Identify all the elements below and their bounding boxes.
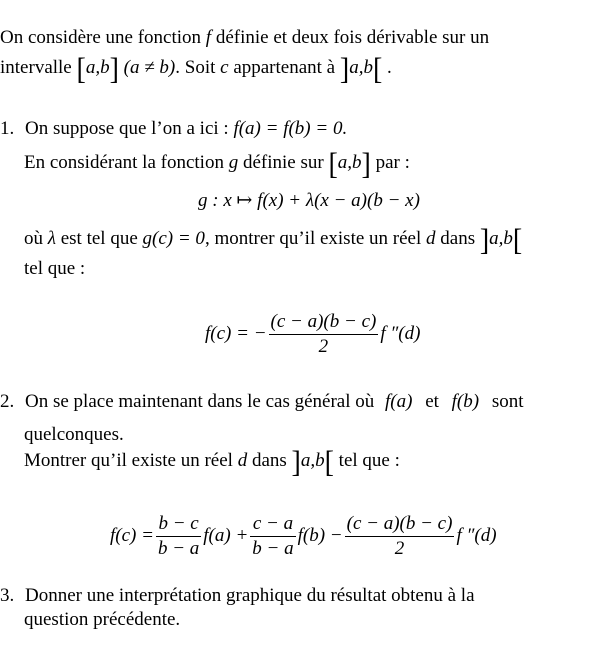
q1-formula-den: 2 [269, 334, 379, 359]
q2-frac2-den: b − a [252, 538, 294, 559]
q2-text-b: quelconques. [24, 424, 124, 445]
q3-text-2: question précédente. [24, 609, 181, 630]
q1-lambda: λ [47, 228, 56, 249]
q1-line-3: où λ est tel que g(c) = 0, montrer qu’il existe un réel d dans ]a,b[ [24, 223, 523, 258]
q1-interval-open: a,b [489, 228, 513, 249]
q1-line-2: En considérant la fonction g définie sur [a,b] par : [24, 147, 410, 182]
q1-text-b: En considérant la fonction [24, 152, 224, 173]
q1-text-g: , montrer qu’il existe un réel [204, 228, 422, 249]
q3-line-1 [0, 585, 475, 607]
q1-number: 1. [0, 118, 15, 139]
q1-text-d: par : [375, 152, 410, 173]
q1-gc: g(c) = 0 [142, 228, 205, 249]
intro-interval-closed: a,b [85, 57, 110, 78]
q1-text-f: est tel que [60, 228, 138, 249]
intro-f: f [205, 27, 212, 48]
q1-formula-fraction [269, 310, 379, 359]
q2-interval-open: a,b [300, 450, 325, 471]
intro-condition: (a ≠ b) [123, 57, 176, 78]
q1-formula-lhs: f(c) = − [205, 322, 267, 344]
q2-formula [110, 512, 497, 561]
q2-text-d: dans [251, 450, 287, 471]
q1-interval: a,b [337, 152, 362, 173]
q1-line-4 [24, 258, 85, 280]
q2-frac1 [156, 512, 201, 561]
q2-fb: f(b) [451, 391, 480, 412]
q3-text-1: Donner une interprétation graphique du résultat obtenu à la [25, 585, 475, 606]
q2-term1: f(a) + [203, 524, 249, 546]
q1-text-h: dans [440, 228, 476, 249]
q1-def-g [198, 190, 420, 212]
q2-d: d [237, 450, 248, 471]
q2-frac1-den: b − a [157, 538, 200, 559]
q3-line-2 [24, 609, 180, 631]
q2-fa: f(a) [385, 391, 413, 412]
intro-text-d: . Soit [175, 57, 216, 78]
intro-c: c [220, 57, 229, 78]
intro-period: . [387, 57, 392, 78]
q2-frac3 [345, 512, 455, 561]
q1-formula-num: (c − a)(b − c) [270, 311, 377, 332]
intro-line-2: intervalle [a,b] (a ≠ b). Soit c appartenant à ]a,b[ . [0, 52, 392, 87]
q1-text-c: définie sur [242, 152, 324, 173]
q2-sont: sont [491, 391, 524, 412]
intro-text-b: définie et deux fois dérivable sur un [215, 27, 490, 48]
q2-et: et [425, 391, 439, 412]
q1-g: g [228, 152, 239, 173]
q2-term3: f ″(d) [456, 524, 497, 546]
q1-formula-rhs: f ″(d) [380, 322, 421, 344]
q2-frac3-den: 2 [345, 536, 455, 561]
q2-number: 2. [0, 391, 15, 412]
q2-frac2 [250, 512, 295, 561]
q1-text-e: où [24, 228, 43, 249]
q1-formula [205, 310, 420, 359]
q2-frac1-num: b − c [158, 513, 199, 534]
q1-text-a: On suppose que l’on a ici : [25, 118, 229, 139]
q2-line-3: Montrer qu’il existe un réel d dans ]a,b[ tel que : [24, 445, 400, 480]
q2-text-e: tel que : [338, 450, 400, 471]
intro-interval-open: a,b [349, 57, 373, 78]
q2-line-2 [24, 424, 124, 446]
q2-formula-lhs: f(c) = [110, 524, 154, 546]
q1-hypothesis: f(a) = f(b) = 0. [233, 118, 348, 139]
intro-text-a: On considère une fonction [0, 27, 202, 48]
q1-text-i: tel que : [24, 258, 86, 279]
q2-text-c: Montrer qu’il existe un réel [24, 450, 233, 471]
q2-frac2-num: c − a [252, 513, 294, 534]
q1-line-1 [0, 118, 347, 140]
intro-line-1 [0, 27, 489, 49]
intro-text-c: intervalle [0, 57, 72, 78]
q2-text-a: On se place maintenant dans le cas général où [25, 391, 375, 412]
q3-number: 3. [0, 585, 15, 606]
q1-d: d [426, 228, 436, 249]
intro-text-e: appartenant à [233, 57, 336, 78]
q2-term2: f(b) − [297, 524, 343, 546]
q2-line-1 [0, 391, 524, 413]
q1-def-g-formula: g : x ↦ f(x) + λ(x − a)(b − x) [198, 190, 420, 211]
q2-frac3-num: (c − a)(b − c) [346, 513, 453, 534]
